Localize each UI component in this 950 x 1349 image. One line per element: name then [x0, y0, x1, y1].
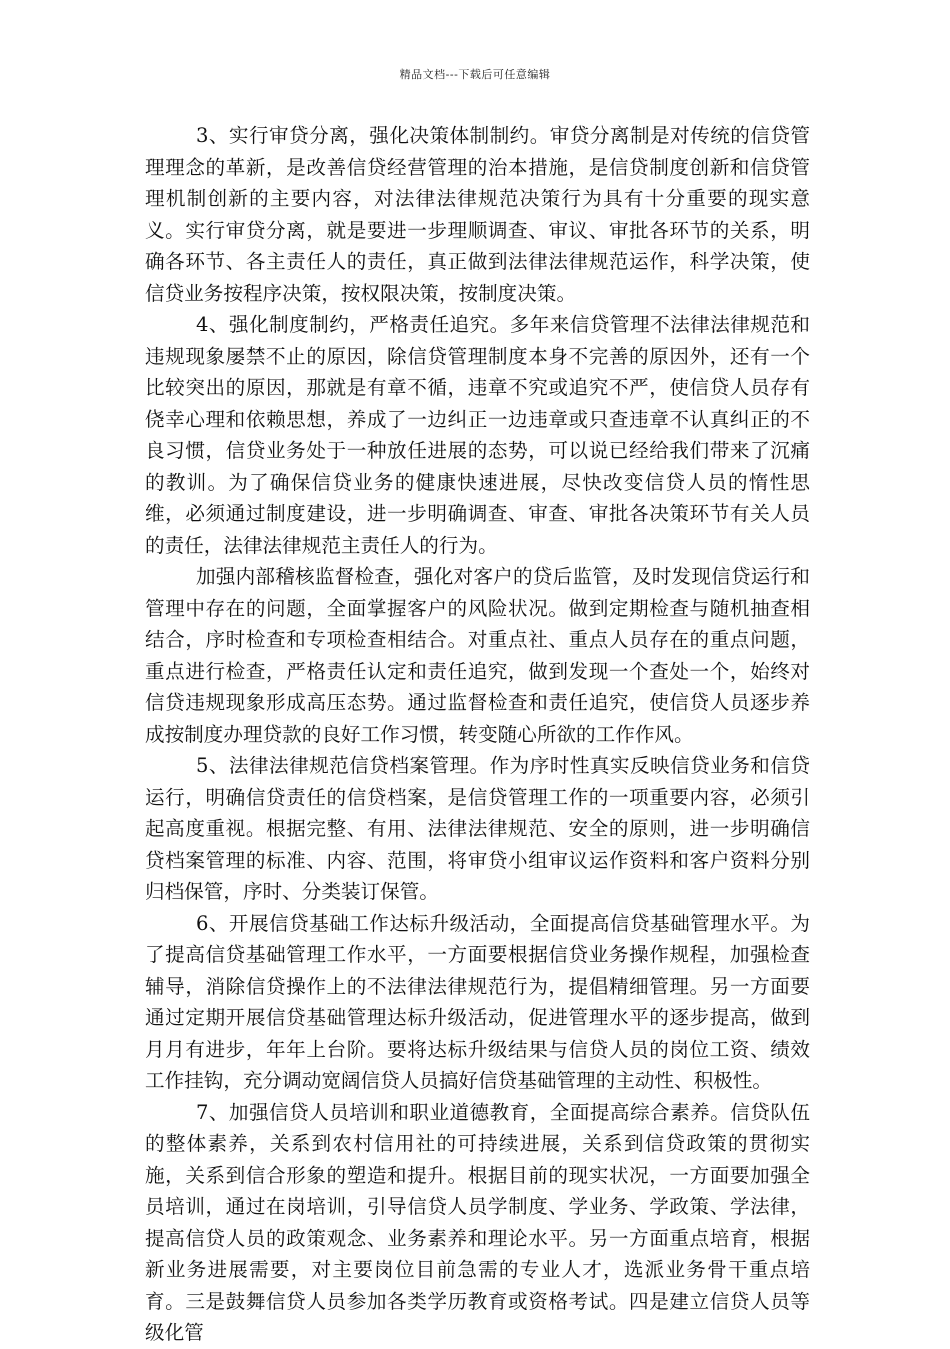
- paragraph-6: 6、开展信贷基础工作达标升级活动，全面提高信贷基础管理水平。为了提高信贷基础管理工作水平，一方面要根据信贷业务操作规程，加强检查辅导，消除信贷操作上的不法律法律规范行为，提倡精细管理。另一方面要通过定期开展信贷基础管理达标升级活动，促进管理水平的逐步提高，做到月月有进步，年年上台阶。要将达标升级结果与信贷人员的岗位工资、绩效工作挂钩，充分调动宽阔信贷人员搞好信贷基础管理的主动性、积极性。: [145, 911, 810, 1092]
- paragraph-7: 7、加强信贷人员培训和职业道德教育，全面提高综合素养。信贷队伍的整体素养，关系到农村信用社的可持续进展，关系到信贷政策的贯彻实施，关系到信合形象的塑造和提升。根据目前的现实状况，一方面要加强全员培训，通过在岗培训，引导信贷人员学制度、学业务、学政策、学法律，提高信贷人员的政策观念、业务素养和理论水平。另一方面重点培育，根据新业务进展需要，对主要岗位目前急需的专业人才，选派业务骨干重点培育。三是鼓舞信贷人员参加各类学历教育或资格考试。四是建立信贷人员等级化管: [145, 1100, 810, 1344]
- document-body: [145, 120, 810, 1349]
- paragraph-4: 4、强化制度制约，严格责任追究。多年来信贷管理不法律法律规范和违规现象屡禁不止的原因，除信贷管理制度本身不完善的原因外，还有一个比较突出的原因，那就是有章不循，违章不究或追究不严，使信贷人员存有侥幸心理和依赖思想，养成了一边纠正一边违章或只查违章不认真纠正的不良习惯，信贷业务处于一种放任进展的态势，可以说已经给我们带来了沉痛的教训。为了确保信贷业务的健康快速进展，尽快改变信贷人员的惰性思维，必须通过制度建设，进一步明确调查、审查、审批各决策环节有关人员的责任，法律法律规范主责任人的行为。: [145, 313, 810, 557]
- paragraph-audit: 加强内部稽核监督检查，强化对客户的贷后监管，及时发现信贷运行和管理中存在的问题，全面掌握客户的风险状况。做到定期检查与随机抽查相结合，序时检查和专项检查相结合。对重点社、重点人员存在的重点问题，重点进行检查，严格责任认定和责任追究，做到发现一个查处一个，始终对信贷违规现象形成高压态势。通过监督检查和责任追究，使信贷人员逐步养成按制度办理贷款的良好工作习惯，转变随心所欲的工作作风。: [145, 565, 810, 746]
- paragraph-3: 3、实行审贷分离，强化决策体制制约。审贷分离制是对传统的信贷管理理念的革新，是改善信贷经营管理的治本措施，是信贷制度创新和信贷管理机制创新的主要内容，对法律法律规范决策行为具有十分重要的现实意义。实行审贷分离，就是要进一步理顺调查、审议、审批各环节的关系，明确各环节、各主责任人的责任，真正做到法律法律规范运作，科学决策，使信贷业务按程序决策，按权限决策，按制度决策。: [145, 124, 810, 305]
- paragraph-5: 5、法律法律规范信贷档案管理。作为序时性真实反映信贷业务和信贷运行，明确信贷责任的信贷档案，是信贷管理工作的一项重要内容，必须引起高度重视。根据完整、有用、法律法律规范、安全的原则，进一步明确信贷档案管理的标准、内容、范围，将审贷小组审议运作资料和客户资料分别归档保管，序时、分类装订保管。: [145, 754, 810, 903]
- page-header: 精品文档---下载后可任意编辑: [399, 68, 551, 81]
